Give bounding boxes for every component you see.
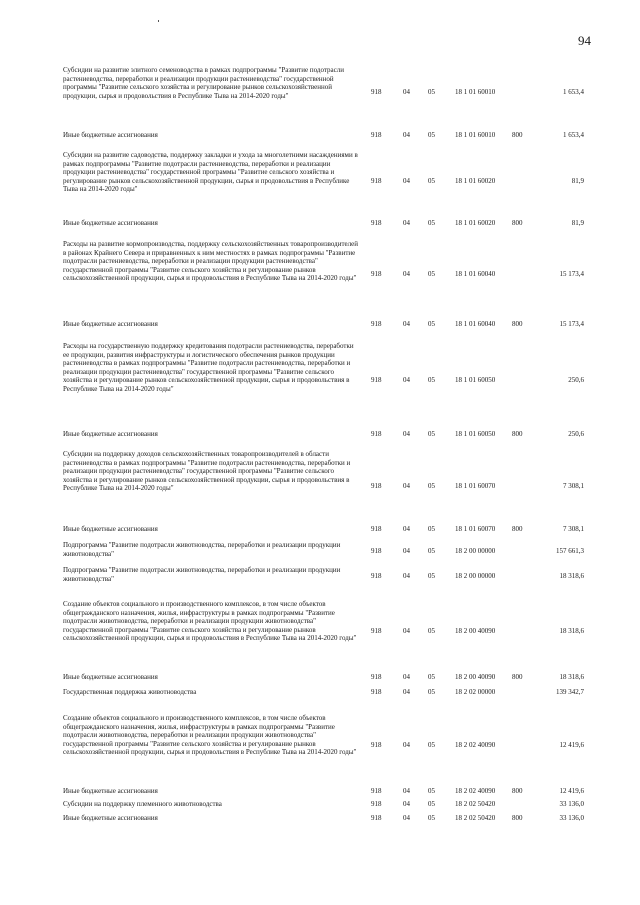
- row-description: Иные бюджетные ассигнования: [63, 673, 158, 681]
- amount: 250,6: [568, 430, 584, 438]
- row-description: Расходы на государственную поддержку кредитования подотрасли растениеводства, переработки ее продукции, развития инфраструктуры и логистического обеспечения рынков продукции растениеводства в рамках подпрограммы "Развитие подотрасли растениеводства, переработки и реализации продукции растениеводства" государственной программы "Развитие сельского хозяйства и регулирование рынков сельскохозяйственной продукции, сырья и продовольствия в Республике Тыва на 2014-2020 годы": [63, 342, 354, 393]
- target-article-code: 18 2 02 00000: [455, 688, 496, 696]
- grbs-code: 918: [371, 800, 382, 808]
- target-article-code: 18 1 01 60070: [455, 525, 496, 533]
- expense-type-code: 800: [512, 430, 523, 438]
- target-article-code: 18 1 01 60050: [455, 430, 496, 438]
- grbs-code: 918: [371, 430, 382, 438]
- amount: 157 661,3: [556, 547, 584, 555]
- grbs-code: 918: [371, 320, 382, 328]
- amount: 7 308,1: [563, 525, 584, 533]
- grbs-code: 918: [371, 177, 382, 185]
- section-code: 04: [403, 219, 410, 227]
- grbs-code: 918: [371, 270, 382, 278]
- amount: 18 318,6: [559, 627, 584, 635]
- subsection-code: 05: [428, 525, 435, 533]
- amount: 250,6: [568, 376, 584, 384]
- target-article-code: 18 1 01 60020: [455, 219, 496, 227]
- section-code: 04: [403, 525, 410, 533]
- amount: 15 173,4: [559, 270, 584, 278]
- target-article-code: 18 2 00 00000: [455, 572, 496, 580]
- row-description: Государственная поддержка животноводства: [63, 688, 197, 696]
- grbs-code: 918: [371, 688, 382, 696]
- section-code: 04: [403, 270, 410, 278]
- target-article-code: 18 2 02 50420: [455, 814, 496, 822]
- target-article-code: 18 1 01 60040: [455, 320, 496, 328]
- target-article-code: 18 2 02 40090: [455, 787, 496, 795]
- target-article-code: 18 1 01 60070: [455, 482, 496, 490]
- amount: 7 308,1: [563, 482, 584, 490]
- row-description: Иные бюджетные ассигнования: [63, 814, 158, 822]
- amount: 18 318,6: [559, 572, 584, 580]
- grbs-code: 918: [371, 673, 382, 681]
- grbs-code: 918: [371, 525, 382, 533]
- grbs-code: 918: [371, 627, 382, 635]
- subsection-code: 05: [428, 177, 435, 185]
- section-code: 04: [403, 320, 410, 328]
- row-description: Подпрограмма "Развитие подотрасли животноводства, переработки и реализации продукции животноводства": [63, 541, 341, 558]
- amount: 12 419,6: [559, 741, 584, 749]
- row-description: Субсидии на развитие садоводства, поддержку закладки и ухода за многолетними насаждениями в рамках подпрограммы "Развитие подотрасли растениеводства, переработки и реализации продукции растениеводства" государственной программы "Развитие сельского хозяйства и регулирование рынков сельскохозяйственной продукции, сырья и продовольствия в Республике Тыва на 2014-2020 годы": [63, 151, 358, 194]
- subsection-code: 05: [428, 219, 435, 227]
- section-code: 04: [403, 177, 410, 185]
- grbs-code: 918: [371, 547, 382, 555]
- grbs-code: 918: [371, 219, 382, 227]
- grbs-code: 918: [371, 572, 382, 580]
- expense-type-code: 800: [512, 219, 523, 227]
- grbs-code: 918: [371, 376, 382, 384]
- grbs-code: 918: [371, 741, 382, 749]
- grbs-code: 918: [371, 787, 382, 795]
- expense-type-code: 800: [512, 673, 523, 681]
- grbs-code: 918: [371, 131, 382, 139]
- subsection-code: 05: [428, 376, 435, 384]
- target-article-code: 18 2 00 40090: [455, 627, 496, 635]
- subsection-code: 05: [428, 131, 435, 139]
- row-description: Иные бюджетные ассигнования: [63, 787, 158, 795]
- subsection-code: 05: [428, 800, 435, 808]
- amount: 18 318,6: [559, 673, 584, 681]
- row-description: Создание объектов социального и производственного комплексов, в том числе объектов общегражданского назначения, жилья, инфраструктуры в рамках подпрограммы "Развитие подотрасли животноводства, переработки и реализации продукции животноводства" государственной программы "Развитие сельского хозяйства и регулирование рынков сельскохозяйственной продукции, сырья и продовольствия в Республике Тыва на 2014-2020 годы": [63, 600, 357, 643]
- grbs-code: 918: [371, 814, 382, 822]
- target-article-code: 18 1 01 60010: [455, 88, 496, 96]
- target-article-code: 18 2 00 00000: [455, 547, 496, 555]
- section-code: 04: [403, 787, 410, 795]
- expense-type-code: 800: [512, 320, 523, 328]
- target-article-code: 18 1 01 60020: [455, 177, 496, 185]
- section-code: 04: [403, 572, 410, 580]
- amount: 33 136,0: [559, 814, 584, 822]
- amount: 12 419,6: [559, 787, 584, 795]
- section-code: 04: [403, 688, 410, 696]
- amount: 33 136,0: [559, 800, 584, 808]
- expense-type-code: 800: [512, 814, 523, 822]
- expense-type-code: 800: [512, 787, 523, 795]
- target-article-code: 18 1 01 60050: [455, 376, 496, 384]
- subsection-code: 05: [428, 482, 435, 490]
- section-code: 04: [403, 88, 410, 96]
- amount: 81,9: [571, 219, 584, 227]
- row-description: Создание объектов социального и производственного комплексов, в том числе объектов общегражданского назначения, жилья, инфраструктуры в рамках подпрограммы "Развитие подотрасли животноводства, переработки и реализации продукции животноводства" государственной программы "Развитие сельского хозяйства и регулирование рынков сельскохозяйственной продукции, сырья и продовольствия в Республике Тыва на 2014-2020 годы": [63, 714, 357, 757]
- subsection-code: 05: [428, 627, 435, 635]
- expense-type-code: 800: [512, 131, 523, 139]
- row-description: Субсидии на развитие элитного семеноводства в рамках подпрограммы "Развитие подотрасли растениеводства, переработки и реализации продукции растениеводства" государственной программы "Развитие сельского хозяйства и регулирование рынков сельскохозяйственной продукции, сырья и продовольствия в Республике Тыва на 2014-2020 годы": [63, 66, 344, 100]
- subsection-code: 05: [428, 673, 435, 681]
- target-article-code: 18 2 00 40090: [455, 673, 496, 681]
- target-article-code: 18 2 02 40090: [455, 741, 496, 749]
- row-description: Подпрограмма "Развитие подотрасли животноводства, переработки и реализации продукции животноводства": [63, 566, 341, 583]
- amount: 1 653,4: [563, 88, 584, 96]
- section-code: 04: [403, 673, 410, 681]
- section-code: 04: [403, 800, 410, 808]
- subsection-code: 05: [428, 88, 435, 96]
- subsection-code: 05: [428, 430, 435, 438]
- section-code: 04: [403, 430, 410, 438]
- target-article-code: 18 1 01 60040: [455, 270, 496, 278]
- amount: 15 173,4: [559, 320, 584, 328]
- subsection-code: 05: [428, 688, 435, 696]
- row-description: Иные бюджетные ассигнования: [63, 219, 158, 227]
- grbs-code: 918: [371, 482, 382, 490]
- section-code: 04: [403, 376, 410, 384]
- section-code: 04: [403, 627, 410, 635]
- section-code: 04: [403, 547, 410, 555]
- subsection-code: 05: [428, 787, 435, 795]
- page-number: 94: [578, 33, 591, 48]
- section-code: 04: [403, 814, 410, 822]
- expense-type-code: 800: [512, 525, 523, 533]
- subsection-code: 05: [428, 547, 435, 555]
- row-description: Субсидии на поддержку доходов сельскохозяйственных товаропроизводителей в области растениеводства в рамках подпрограммы "Развитие подотрасли растениеводства, переработки и реализации продукции растениеводства" государственной программы "Развитие сельского хозяйства и регулирование рынков сельскохозяйственной продукции, сырья и продовольствия в Республике Тыва на 2014-2020 годы": [63, 450, 351, 493]
- subsection-code: 05: [428, 572, 435, 580]
- row-description: Расходы на развитие кормопроизводства, поддержку сельскохозяйственных товаропроизводителей в районах Крайнего Севера и приравненных к ним местностях в рамках подпрограммы "Развитие подотрасли растениеводства, переработки и реализации продукции растениеводства" государственной программы "Развитие сельского хозяйства и регулирование рынков сельскохозяйственной продукции, сырья и продовольствия в Республике Тыва на 2014-2020 годы": [63, 240, 358, 283]
- subsection-code: 05: [428, 814, 435, 822]
- row-description: Иные бюджетные ассигнования: [63, 430, 158, 438]
- subsection-code: 05: [428, 270, 435, 278]
- subsection-code: 05: [428, 741, 435, 749]
- section-code: 04: [403, 482, 410, 490]
- row-description: Иные бюджетные ассигнования: [63, 131, 158, 139]
- scan-mark: [158, 20, 159, 22]
- subsection-code: 05: [428, 320, 435, 328]
- amount: 1 653,4: [563, 131, 584, 139]
- grbs-code: 918: [371, 88, 382, 96]
- row-description: Иные бюджетные ассигнования: [63, 320, 158, 328]
- target-article-code: 18 2 02 50420: [455, 800, 496, 808]
- section-code: 04: [403, 741, 410, 749]
- section-code: 04: [403, 131, 410, 139]
- row-description: Субсидии на поддержку племенного животноводства: [63, 800, 222, 808]
- row-description: Иные бюджетные ассигнования: [63, 525, 158, 533]
- amount: 139 342,7: [556, 688, 584, 696]
- amount: 81,9: [571, 177, 584, 185]
- target-article-code: 18 1 01 60010: [455, 131, 496, 139]
